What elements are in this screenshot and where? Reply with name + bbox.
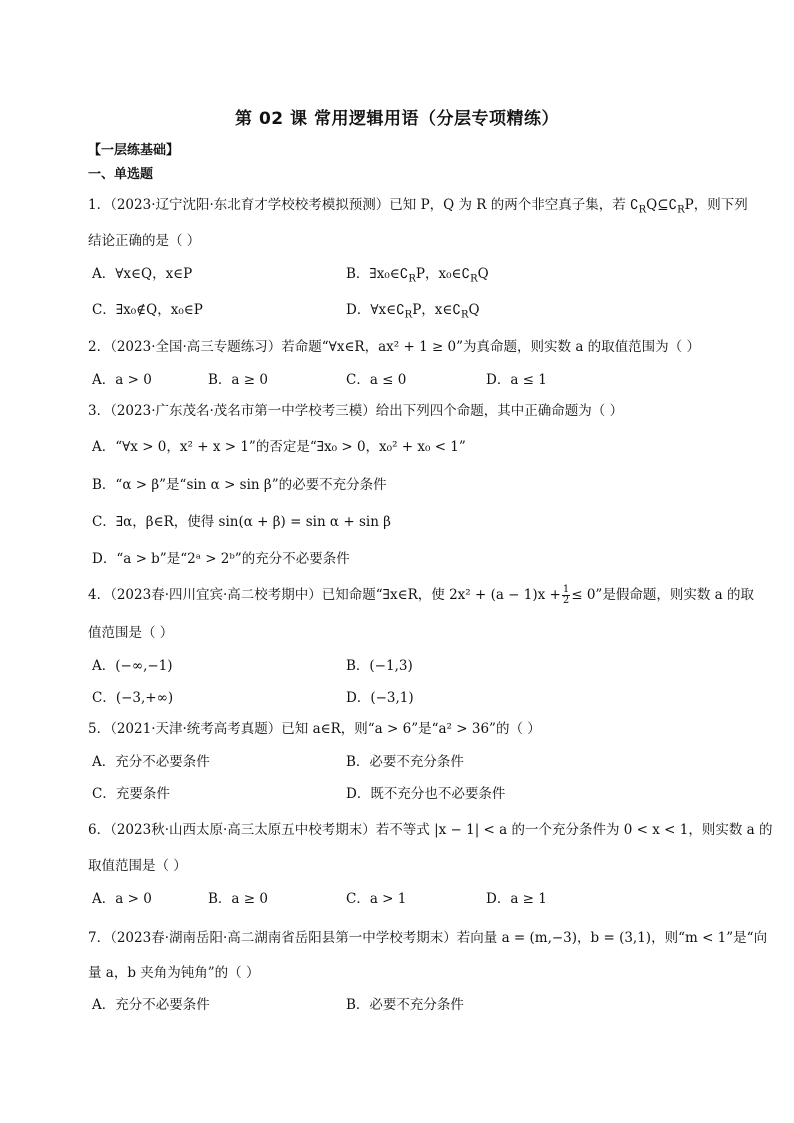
question-3-stem: 3．（2023·广东茂名·茂名市第一中学校考三模）给出下列四个命题，其中正确命题为（ ） [88, 403, 624, 419]
question-5-option-b: B．必要不充分条件 [346, 754, 464, 770]
question-1-option-c: C．∃x₀∉Q，x₀∈P [92, 302, 203, 318]
question-4-option-b: B．(−1,3) [346, 658, 413, 674]
question-2-option-b: B．a ≥ 0 [208, 372, 268, 388]
question-6-option-b: B．a ≥ 0 [208, 891, 268, 907]
question-4-option-c: C．(−3,+∞) [92, 690, 174, 706]
level-heading: 【一层练基础】 [88, 143, 180, 158]
question-7-option-a: A．充分不必要条件 [92, 997, 210, 1013]
section-heading: 一、单选题 [88, 167, 154, 182]
question-6-option-d: D．a ≥ 1 [486, 891, 547, 907]
question-4-stem-cont: 值范围是（ ） [88, 625, 174, 641]
question-1-stem: 1．（2023·辽宁沈阳·东北育才学校校考模拟预测）已知 P，Q 为 R 的两个非空真子集，若 $∁_RQ⊆∁_RP$，则下列 [88, 197, 748, 216]
question-7-stem-cont: 量 a，b 夹角为钝角”的（ ） [88, 965, 260, 981]
fraction-one-half: $\frac{1}{2}$ [562, 584, 570, 606]
question-2-option-c: C．a ≤ 0 [346, 372, 407, 388]
question-3-option-b: B．“α > β”是“sin α > sin β”的必要不充分条件 [92, 477, 387, 493]
question-6-stem: 6．（2023秋·山西太原·高三太原五中校考期末）若不等式 |x − 1| < a 的一个充分条件为 0 < x < 1，则实数 a 的 [88, 822, 773, 838]
question-1-option-b: B．$\exists x_0\in∁_RP$，$x_0\in∁_RQ$ [346, 266, 489, 285]
question-7-option-b: B．必要不充分条件 [346, 997, 464, 1013]
question-3-option-c: C．∃α，β∈R，使得 sin(α + β) = sin α + sin β [92, 514, 391, 530]
question-7-stem: 7．（2023春·湖南岳阳·高二湖南省岳阳县第一中学校考期末）若向量 a = (m,−3)，b = (3,1)，则“m < 1”是“向 [88, 930, 768, 946]
question-6-option-a: A．a > 0 [92, 891, 152, 907]
question-2-option-d: D．a ≤ 1 [486, 372, 547, 388]
question-4-option-d: D．(−3,1) [346, 690, 414, 706]
question-2-option-a: A．a > 0 [92, 372, 152, 388]
page-title: 第 02 课 常用逻辑用语（分层专项精练） [235, 109, 559, 129]
question-4-option-a: A．(−∞,−1) [92, 658, 173, 674]
question-6-option-c: C．a > 1 [346, 891, 407, 907]
question-5-option-c: C．充要条件 [92, 786, 170, 802]
question-6-stem-cont: 取值范围是（ ） [88, 858, 187, 874]
question-5-stem: 5．（2021·天津·统考高考真题）已知 a∈R，则“a > 6”是“a² > 36”的（ ） [88, 721, 541, 737]
question-1-option-d: D．$\forall x\in∁_RP$，$x\in∁_RQ$ [346, 302, 480, 321]
question-5-option-d: D．既不充分也不必要条件 [346, 786, 506, 802]
question-1-option-a: A．∀x∈Q，x∈P [92, 266, 193, 282]
question-2-stem: 2．（2023·全国·高三专题练习）若命题“∀x∈R，ax² + 1 ≥ 0”为真命题，则实数 a 的取值范围为（ ） [88, 339, 700, 355]
question-1-stem-cont: 结论正确的是（ ） [88, 233, 201, 249]
question-3-option-a: A．“∀x > 0，x² + x > 1”的否定是“∃x₀ > 0，x₀² + x₀ < 1” [92, 439, 466, 455]
question-5-option-a: A．充分不必要条件 [92, 754, 210, 770]
question-3-option-d: D．“a > b”是“2ᵃ > 2ᵇ”的充分不必要条件 [92, 551, 350, 567]
question-4-stem: 4．（2023春·四川宜宾·高二校考期中）已知命题“∃x∈R，使 2x² + (a − 1)x + $\frac{1}{2}$ ≤ 0”是假命题，则实数 a 的取 [88, 584, 754, 606]
